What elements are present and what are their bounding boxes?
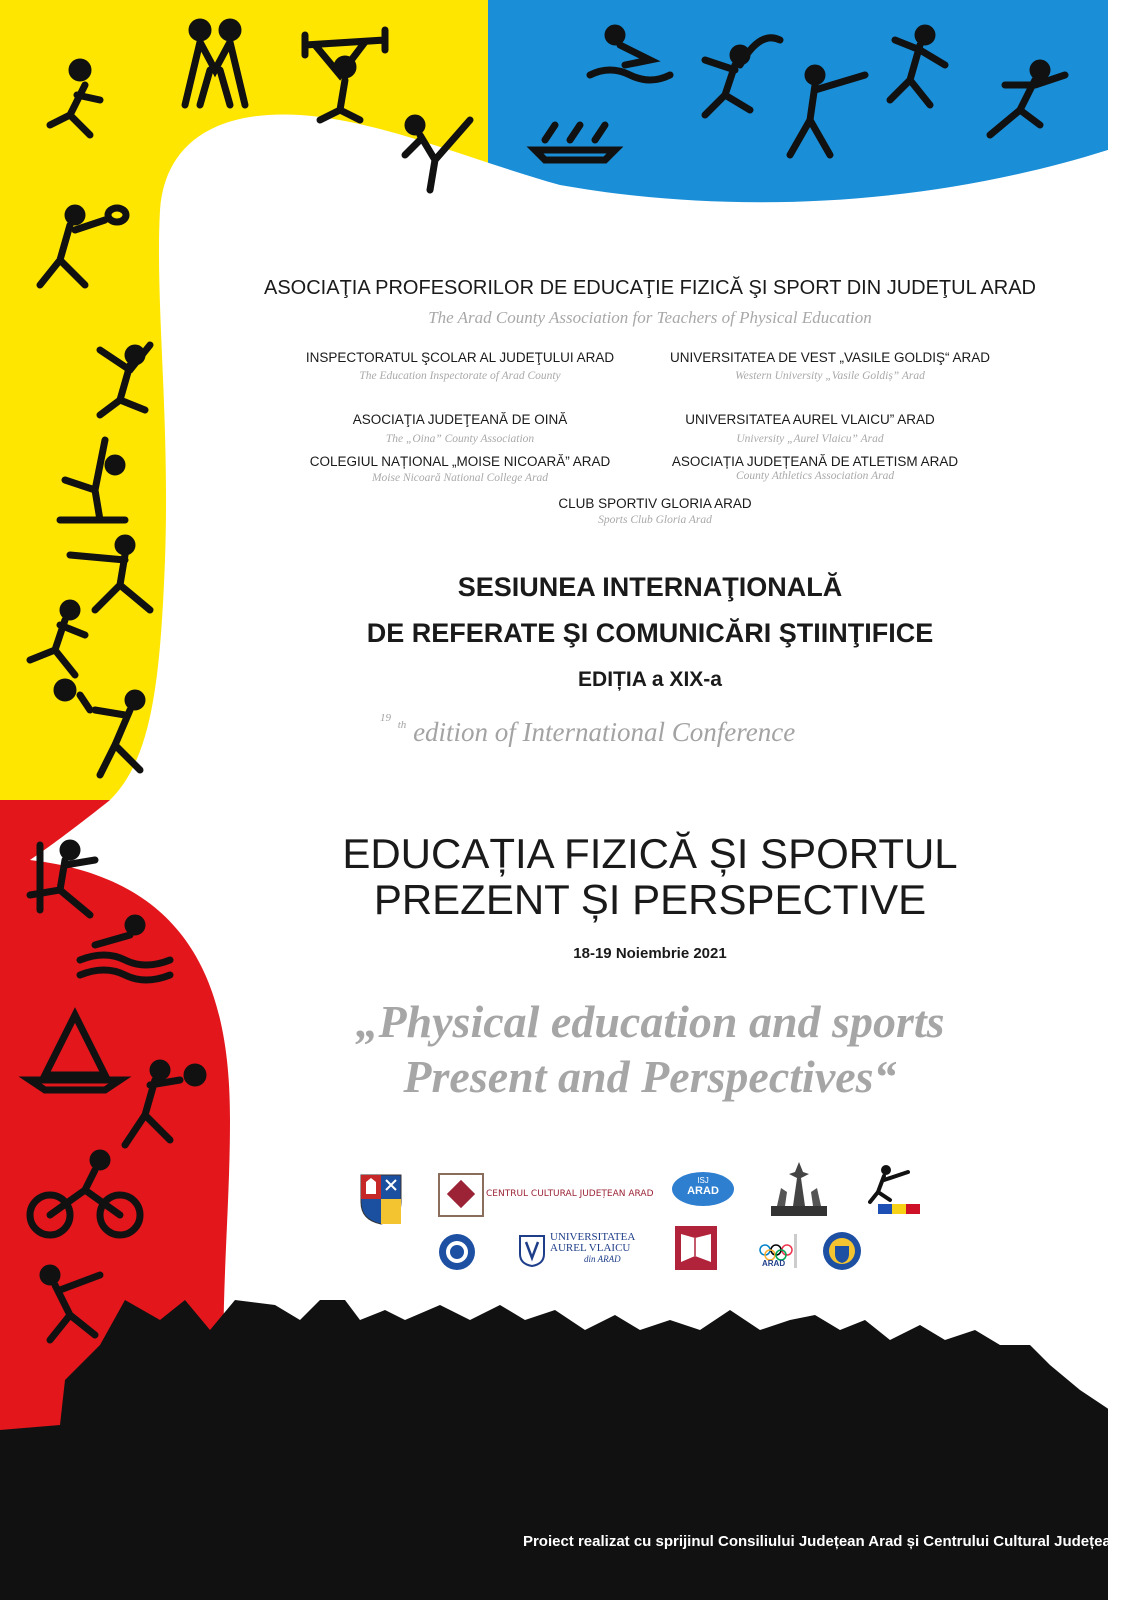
conference-title-line1: EDUCAȚIA FIZICĂ ȘI SPORTUL [342, 830, 958, 877]
gloria-club-logo [821, 1230, 863, 1272]
isj-logo-top: ISJ [697, 1176, 709, 1185]
partner-name: ASOCIAŢIA JUDEŢEANĂ DE OINĂ [352, 412, 568, 427]
partner-name: ASOCIAȚIA JUDEȚEANĂ DE ATLETISM ARAD [671, 454, 959, 469]
edition-label: EDIȚIA a XIX-a [578, 668, 722, 691]
vasile-goldis-university-logo [437, 1232, 477, 1272]
statue-monument-logo [767, 1158, 831, 1218]
isj-logo-bottom: ARAD [687, 1185, 719, 1197]
arad-county-coat-of-arms-logo [358, 1172, 404, 1226]
conference-title-en-line1: „Physical education and sports [355, 996, 945, 1047]
main-organizer: ASOCIAŢIA PROFESORILOR DE EDUCAŢIE FIZICĂ ŞI SPORT DIN JUDEŢUL ARAD [264, 277, 1036, 299]
cultural-center-logo [437, 1172, 485, 1218]
partner-name-en: Moise Nicoară National College Arad [371, 472, 549, 484]
conference-title-en-line2: Present and Perspectives“ [403, 1051, 897, 1102]
partner-name-en: The Education Inspectorate of Arad County [359, 370, 561, 382]
partner-name: COLEGIUL NAȚIONAL „MOISE NICOARĂ” ARAD [309, 454, 611, 469]
partner-name-en: Western University „Vasile Goldiș” Arad [735, 370, 925, 382]
partner-name-en: The „Oina” County Association [385, 433, 535, 445]
partner-name-en: County Athletics Association Arad [735, 470, 895, 482]
isj-arad-logo [672, 1172, 734, 1206]
edition-en [380, 712, 980, 748]
edition-en-suffix: th [397, 719, 407, 731]
footer-sponsor-note: Proiect realizat cu sprijinul Consiliului Județean Arad și Centrului Cultural Județean [522, 1533, 1120, 1550]
uav-university-shield-icon [518, 1234, 546, 1268]
session-title-line2: DE REFERATE ŞI COMUNICĂRI ŞTIINŢIFICE [366, 618, 934, 648]
book-logo [673, 1224, 719, 1272]
partner-name: UNIVERSITATEA DE VEST „VASILE GOLDIŞ“ ARAD [669, 350, 991, 365]
sports-club-logo [868, 1162, 922, 1216]
partner-name: CLUB SPORTIV GLORIA ARAD [558, 496, 752, 511]
conference-dates: 18-19 Noiembrie 2021 [573, 945, 727, 962]
edition-en-text: edition of International Conference [413, 717, 796, 747]
crowd-legs [120, 1430, 1110, 1470]
session-title-line1: SESIUNEA INTERNAŢIONALĂ [457, 572, 843, 602]
edition-en-number: 19 [380, 712, 391, 724]
main-organizer-en: The Arad County Association for Teachers of Physical Education [428, 308, 872, 327]
right-margin [1108, 0, 1147, 1600]
partner-name-en: Sports Club Gloria Arad [598, 514, 712, 526]
conference-title-line2: PREZENT ȘI PERSPECTIVE [373, 876, 927, 923]
athletics-logo-text: ARAD [762, 1259, 786, 1268]
partner-name-en: University „Aurel Vlaicu” Arad [736, 433, 884, 445]
uav-logo-line2: AUREL VLAICU [550, 1242, 631, 1254]
partner-name: INSPECTORATUL ŞCOLAR AL JUDEŢULUI ARAD [305, 350, 615, 365]
uav-logo-line1: UNIVERSITATEA [550, 1231, 636, 1243]
cultural-center-logo-text: CENTRUL CULTURAL JUDEȚEAN ARAD [486, 1189, 654, 1199]
uav-university-logo [550, 1232, 635, 1265]
uav-logo-line3: din ARAD [584, 1254, 621, 1264]
partner-name: UNIVERSITATEA AUREL VLAICU” ARAD [685, 412, 935, 427]
